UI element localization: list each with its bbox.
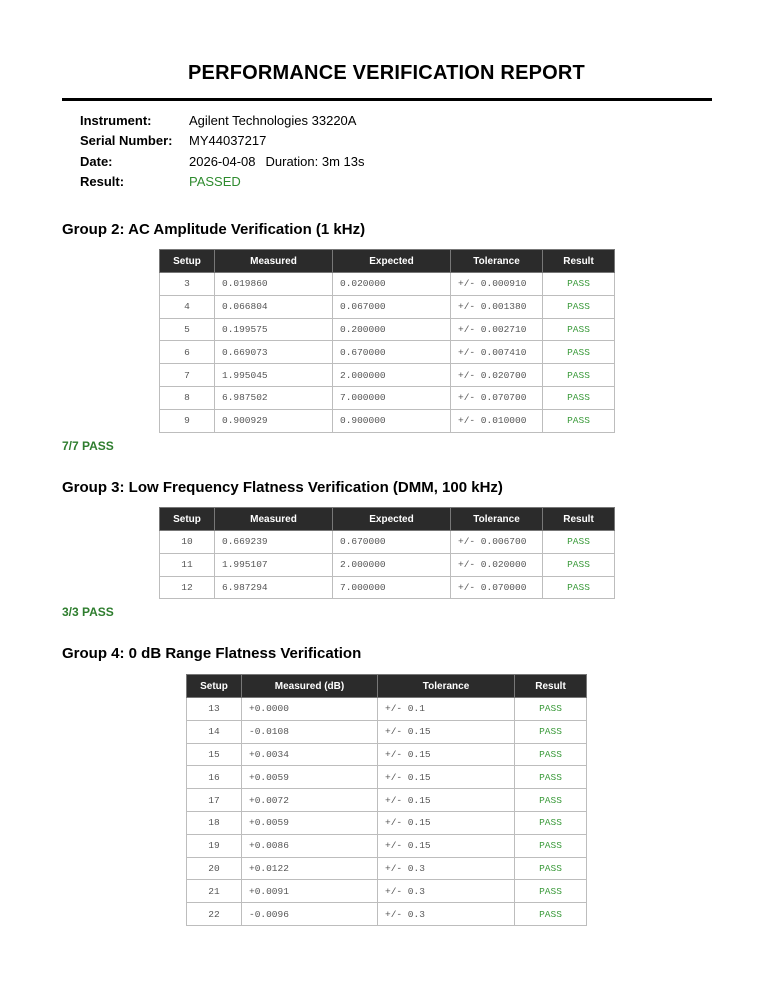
value-cell: 0.670000	[333, 531, 451, 554]
page-title: PERFORMANCE VERIFICATION REPORT	[188, 62, 585, 84]
report-metadata	[80, 110, 365, 192]
table-row	[160, 531, 615, 554]
table-header-row	[160, 508, 615, 531]
result-cell: PASS	[543, 531, 615, 554]
table-row	[160, 409, 615, 432]
column-header: Tolerance	[451, 508, 543, 531]
value-cell: +0.0034	[242, 743, 378, 766]
value-cell: 7.000000	[333, 576, 451, 599]
column-header: Measured	[215, 250, 333, 273]
setup-cell: 22	[187, 903, 242, 926]
group-3-title: Group 3: Low Frequency Flatness Verification (DMM, 100 kHz)	[62, 479, 503, 496]
setup-cell: 14	[187, 720, 242, 743]
value-cell: +/- 0.3	[378, 857, 515, 880]
group-3-summary: 3/3 PASS	[62, 605, 114, 619]
group-4-table	[186, 674, 587, 926]
group-3-table	[159, 507, 615, 599]
date-value: 2026-04-08	[189, 153, 256, 169]
value-cell: +/- 0.15	[378, 766, 515, 789]
setup-cell: 21	[187, 880, 242, 903]
value-cell: -0.0096	[242, 903, 378, 926]
table-row	[187, 766, 587, 789]
duration-value: Duration: 3m 13s	[265, 153, 365, 169]
result-label: Result:	[80, 174, 125, 190]
result-cell: PASS	[543, 576, 615, 599]
setup-cell: 3	[160, 273, 215, 296]
value-cell: +0.0059	[242, 811, 378, 834]
column-header: Setup	[160, 250, 215, 273]
value-cell: +/- 0.070700	[451, 386, 543, 409]
result-cell: PASS	[515, 857, 587, 880]
table-row	[187, 903, 587, 926]
instrument-label: Instrument:	[80, 112, 152, 128]
group-2-title: Group 2: AC Amplitude Verification (1 kHz)	[62, 221, 366, 238]
table-row	[187, 834, 587, 857]
result-cell: PASS	[515, 766, 587, 789]
value-cell: +0.0059	[242, 766, 378, 789]
value-cell: +0.0091	[242, 880, 378, 903]
table-row	[160, 318, 615, 341]
value-cell: 0.199575	[215, 318, 333, 341]
table-row	[160, 576, 615, 599]
setup-cell: 12	[160, 576, 215, 599]
table-row	[187, 857, 587, 880]
result-cell: PASS	[543, 364, 615, 387]
table-row	[160, 364, 615, 387]
instrument-row	[80, 110, 365, 131]
value-cell: +/- 0.3	[378, 880, 515, 903]
table-row	[187, 811, 587, 834]
value-cell: +/- 0.020700	[451, 364, 543, 387]
table-row	[187, 789, 587, 812]
value-cell: +/- 0.15	[378, 743, 515, 766]
value-cell: 1.995107	[215, 553, 333, 576]
value-cell: +/- 0.15	[378, 720, 515, 743]
value-cell: +/- 0.15	[378, 834, 515, 857]
result-cell: PASS	[543, 386, 615, 409]
result-cell: PASS	[515, 743, 587, 766]
column-header: Expected	[333, 508, 451, 531]
value-cell: 0.900000	[333, 409, 451, 432]
value-cell: +/- 0.002710	[451, 318, 543, 341]
value-cell: -0.0108	[242, 720, 378, 743]
setup-cell: 5	[160, 318, 215, 341]
value-cell: 0.200000	[333, 318, 451, 341]
serial-row	[80, 131, 365, 152]
setup-cell: 7	[160, 364, 215, 387]
table-row	[160, 386, 615, 409]
group-2-table	[159, 249, 615, 433]
result-cell: PASS	[543, 295, 615, 318]
value-cell: +/- 0.006700	[451, 531, 543, 554]
table-row	[187, 743, 587, 766]
column-header: Result	[543, 250, 615, 273]
table-header-row	[160, 250, 615, 273]
table-row	[187, 698, 587, 721]
setup-cell: 8	[160, 386, 215, 409]
setup-cell: 15	[187, 743, 242, 766]
value-cell: +/- 0.010000	[451, 409, 543, 432]
table-row	[160, 553, 615, 576]
value-cell: 2.000000	[333, 553, 451, 576]
column-header: Tolerance	[451, 250, 543, 273]
value-cell: +0.0086	[242, 834, 378, 857]
setup-cell: 10	[160, 531, 215, 554]
result-cell: PASS	[515, 903, 587, 926]
setup-cell: 20	[187, 857, 242, 880]
result-row	[80, 172, 365, 193]
serial-label: Serial Number:	[80, 133, 173, 149]
setup-cell: 18	[187, 811, 242, 834]
value-cell: +/- 0.007410	[451, 341, 543, 364]
group-4-title: Group 4: 0 dB Range Flatness Verification	[62, 645, 362, 662]
value-cell: 0.020000	[333, 273, 451, 296]
value-cell: +/- 0.070000	[451, 576, 543, 599]
serial-value: MY44037217	[189, 133, 267, 149]
value-cell: 7.000000	[333, 386, 451, 409]
setup-cell: 17	[187, 789, 242, 812]
value-cell: +/- 0.001380	[451, 295, 543, 318]
value-cell: 0.019860	[215, 273, 333, 296]
value-cell: +0.0000	[242, 698, 378, 721]
result-cell: PASS	[515, 698, 587, 721]
column-header: Expected	[333, 250, 451, 273]
setup-cell: 6	[160, 341, 215, 364]
value-cell: 0.669239	[215, 531, 333, 554]
table-header-row	[187, 675, 587, 698]
result-cell: PASS	[515, 789, 587, 812]
result-cell: PASS	[515, 811, 587, 834]
result-cell: PASS	[543, 409, 615, 432]
value-cell: +/- 0.1	[378, 698, 515, 721]
table-row	[160, 273, 615, 296]
result-cell: PASS	[543, 273, 615, 296]
result-cell: PASS	[515, 880, 587, 903]
value-cell: +/- 0.3	[378, 903, 515, 926]
setup-cell: 13	[187, 698, 242, 721]
value-cell: 0.669073	[215, 341, 333, 364]
column-header: Measured	[215, 508, 333, 531]
result-value: PASSED	[189, 174, 241, 190]
column-header: Setup	[160, 508, 215, 531]
table-row	[187, 880, 587, 903]
value-cell: +/- 0.15	[378, 811, 515, 834]
group-2-summary: 7/7 PASS	[62, 439, 114, 453]
value-cell: +/- 0.15	[378, 789, 515, 812]
value-cell: 2.000000	[333, 364, 451, 387]
value-cell: 0.900929	[215, 409, 333, 432]
column-header: Tolerance	[378, 675, 515, 698]
column-header: Measured (dB)	[242, 675, 378, 698]
result-cell: PASS	[515, 720, 587, 743]
instrument-value: Agilent Technologies 33220A	[189, 112, 357, 128]
result-cell: PASS	[543, 341, 615, 364]
column-header: Setup	[187, 675, 242, 698]
value-cell: 6.987502	[215, 386, 333, 409]
date-label: Date:	[80, 153, 113, 169]
value-cell: +0.0072	[242, 789, 378, 812]
value-cell: 0.067000	[333, 295, 451, 318]
result-cell: PASS	[543, 553, 615, 576]
value-cell: +0.0122	[242, 857, 378, 880]
setup-cell: 9	[160, 409, 215, 432]
table-row	[160, 341, 615, 364]
setup-cell: 16	[187, 766, 242, 789]
result-cell: PASS	[543, 318, 615, 341]
setup-cell: 19	[187, 834, 242, 857]
value-cell: 1.995045	[215, 364, 333, 387]
date-row	[80, 151, 365, 172]
column-header: Result	[543, 508, 615, 531]
table-row	[187, 720, 587, 743]
setup-cell: 11	[160, 553, 215, 576]
title-divider	[62, 98, 712, 101]
value-cell: +/- 0.000910	[451, 273, 543, 296]
table-row	[160, 295, 615, 318]
setup-cell: 4	[160, 295, 215, 318]
column-header: Result	[515, 675, 587, 698]
value-cell: 6.987294	[215, 576, 333, 599]
value-cell: 0.066804	[215, 295, 333, 318]
result-cell: PASS	[515, 834, 587, 857]
value-cell: 0.670000	[333, 341, 451, 364]
value-cell: +/- 0.020000	[451, 553, 543, 576]
